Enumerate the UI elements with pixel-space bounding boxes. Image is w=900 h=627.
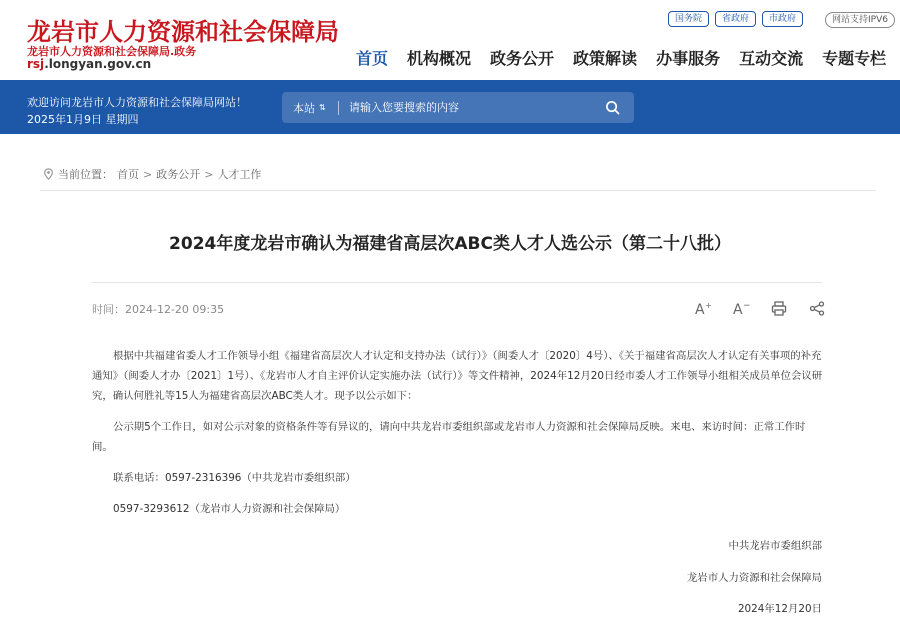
search-input[interactable]	[339, 101, 589, 114]
nav-special[interactable]: 专题专栏	[822, 49, 887, 68]
svg-text:+: +	[705, 301, 712, 310]
nav-service[interactable]: 办事服务	[656, 49, 721, 68]
signature-date: 2024年12月20日	[737, 603, 822, 615]
location-icon	[43, 168, 54, 180]
article-paragraph: 公示期5个工作日，如对公示对象的资格条件等有异议的，请向中共龙岩市委组织部或龙岩市人力资源和社会保障局反映。来电、来访时间：正常工作时间。	[92, 421, 806, 453]
nav-gov-open[interactable]: 政务公开	[490, 49, 555, 68]
svg-text:−: −	[743, 301, 751, 311]
share-icon[interactable]	[808, 299, 826, 317]
site-header	[0, 0, 900, 80]
breadcrumb-label: 当前位置：	[58, 168, 113, 181]
nav-interact[interactable]: 互动交流	[739, 49, 804, 68]
article-title: 2024年度龙岩市确认为福建省高层次ABC类人才人选公示（第二十八批）	[169, 234, 731, 254]
title-divider	[92, 282, 822, 283]
welcome-text: 欢迎访问龙岩市人力资源和社会保障局网站！	[27, 96, 247, 109]
svg-text:A: A	[695, 302, 705, 318]
current-date: 2025年1月9日 星期四	[27, 113, 139, 126]
publish-time: 时间：2024-12-20 09:35	[92, 303, 225, 316]
search-icon[interactable]	[605, 100, 620, 115]
print-icon[interactable]	[770, 299, 788, 317]
quick-link-city[interactable]: 市政府	[762, 11, 803, 27]
search-scope-select[interactable]	[282, 100, 338, 116]
site-url-rest: .longyan.gov.cn	[44, 57, 152, 71]
breadcrumb-separator: >	[143, 167, 153, 181]
font-decrease-icon[interactable]	[732, 299, 750, 317]
breadcrumb-talent[interactable]: 人才工作	[217, 168, 262, 181]
signature-org-dept: 中共龙岩市委组织部	[728, 540, 822, 552]
breadcrumb-home[interactable]: 首页	[117, 168, 139, 181]
main-nav	[356, 46, 886, 69]
breadcrumb-separator: >	[204, 167, 214, 181]
article-paragraph: 根据中共福建省委人才工作领导小组《福建省高层次人才认定和支持办法（试行）》（闽委人才〔2020〕4号）、《关于福建省高层次人才认定有关事项的补充通知》（闽委人才办〔2021〕1号）、《龙岩市人才自主评价认定实施办法（试行）》等文件精神，2024年12月20日经市委人才工作领导小组相关成员单位会议研究，确认何胜礼等15人为福建省高层次ABC类人才。现予以公示如下：	[92, 350, 823, 402]
nav-policy[interactable]: 政策解读	[573, 49, 638, 68]
search-scope-label: 本站	[293, 101, 315, 115]
quick-link-province[interactable]: 省政府	[715, 11, 756, 27]
quick-link-state-council[interactable]: 国务院	[668, 11, 709, 27]
svg-text:A: A	[733, 302, 743, 318]
ipv6-badge: 网站支持IPV6	[825, 12, 895, 28]
blue-banner	[0, 80, 900, 134]
breadcrumb-divider	[40, 190, 876, 191]
breadcrumb	[43, 166, 261, 182]
quick-links	[668, 11, 803, 27]
signature-hrss: 龙岩市人力资源和社会保障局	[686, 572, 822, 584]
article-content	[92, 346, 826, 530]
contact-phone-org: 联系电话：0597-2316396（中共龙岩市委组织部）	[113, 472, 356, 484]
site-url-prefix: rsj	[27, 57, 45, 71]
font-increase-icon[interactable]	[694, 299, 712, 317]
contact-phone-hrss: 0597-3293612（龙岩市人力资源和社会保障局）	[113, 503, 346, 515]
nav-home[interactable]: 首页	[356, 49, 389, 68]
scope-arrow-icon: ⇅	[319, 103, 326, 112]
nav-org[interactable]: 机构概况	[407, 49, 472, 68]
breadcrumb-gov-open[interactable]: 政务公开	[156, 168, 201, 181]
site-url	[27, 57, 151, 71]
article-tools	[694, 299, 826, 317]
search-box	[282, 92, 634, 123]
site-subtitle: 龙岩市人力资源和社会保障局.政务	[27, 45, 197, 58]
site-title[interactable]: 龙岩市人力资源和社会保障局	[27, 17, 339, 46]
